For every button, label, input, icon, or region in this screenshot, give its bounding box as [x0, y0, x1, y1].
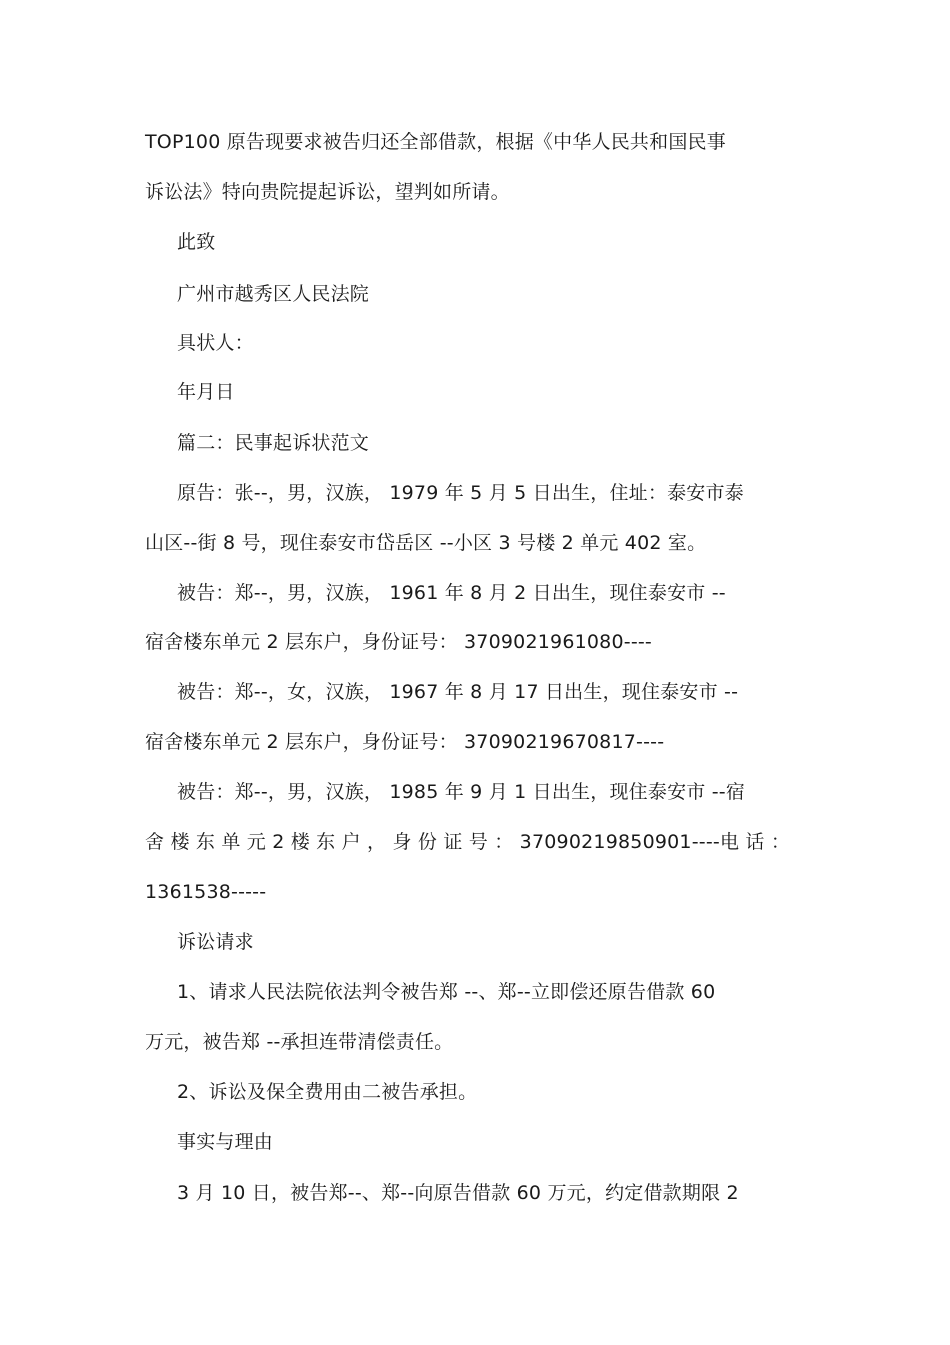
claim-item: 1、请求人民法院依法判令被告郑 --、郑--立即偿还原告借款 60	[177, 981, 716, 1003]
court-name: 广州市越秀区人民法院	[177, 283, 370, 305]
defendant-line: 被告：郑--，女，汉族， 1967 年 8 月 17 日出生，现住泰安市 --	[177, 681, 739, 703]
paragraph-line: 诉讼法》特向贵院提起诉讼，望判如所请。	[145, 181, 510, 203]
defendant-line: 舍 楼 东 单 元 2 楼 东 户 ， 身 份 证 号 ： 37090219850901----电 话 ：	[145, 831, 791, 853]
defendant-line: 宿舍楼东单元 2 层东户，身份证号： 3709021961080----	[145, 631, 652, 653]
claim-item: 万元，被告郑 --承担连带清偿责任。	[145, 1031, 454, 1053]
date-label: 年月日	[177, 381, 235, 403]
filer-label: 具状人：	[177, 332, 254, 354]
salutation: 此致	[177, 231, 216, 253]
paragraph-line: TOP100 原告现要求被告归还全部借款，根据《中华人民共和国民事	[145, 131, 726, 153]
plaintiff-line: 山区--街 8 号，现住泰安市岱岳区 --小区 3 号楼 2 单元 402 室。	[145, 532, 707, 554]
section-heading: 事实与理由	[177, 1131, 274, 1153]
facts-line: 3 月 10 日，被告郑--、郑--向原告借款 60 万元，约定借款期限 2	[177, 1182, 739, 1204]
section-title: 篇二：民事起诉状范文	[177, 432, 370, 454]
plaintiff-line: 原告：张--，男，汉族， 1979 年 5 月 5 日出生，住址：泰安市泰	[177, 482, 744, 504]
phone-number: 1361538-----	[145, 881, 267, 903]
defendant-line: 宿舍楼东单元 2 层东户，身份证号： 37090219670817----	[145, 731, 665, 753]
defendant-line: 被告：郑--，男，汉族， 1961 年 8 月 2 日出生，现住泰安市 --	[177, 582, 726, 604]
defendant-line: 被告：郑--，男，汉族， 1985 年 9 月 1 日出生，现住泰安市 --宿	[177, 781, 746, 803]
claim-item: 2、诉讼及保全费用由二被告承担。	[177, 1081, 478, 1103]
section-heading: 诉讼请求	[177, 931, 254, 953]
